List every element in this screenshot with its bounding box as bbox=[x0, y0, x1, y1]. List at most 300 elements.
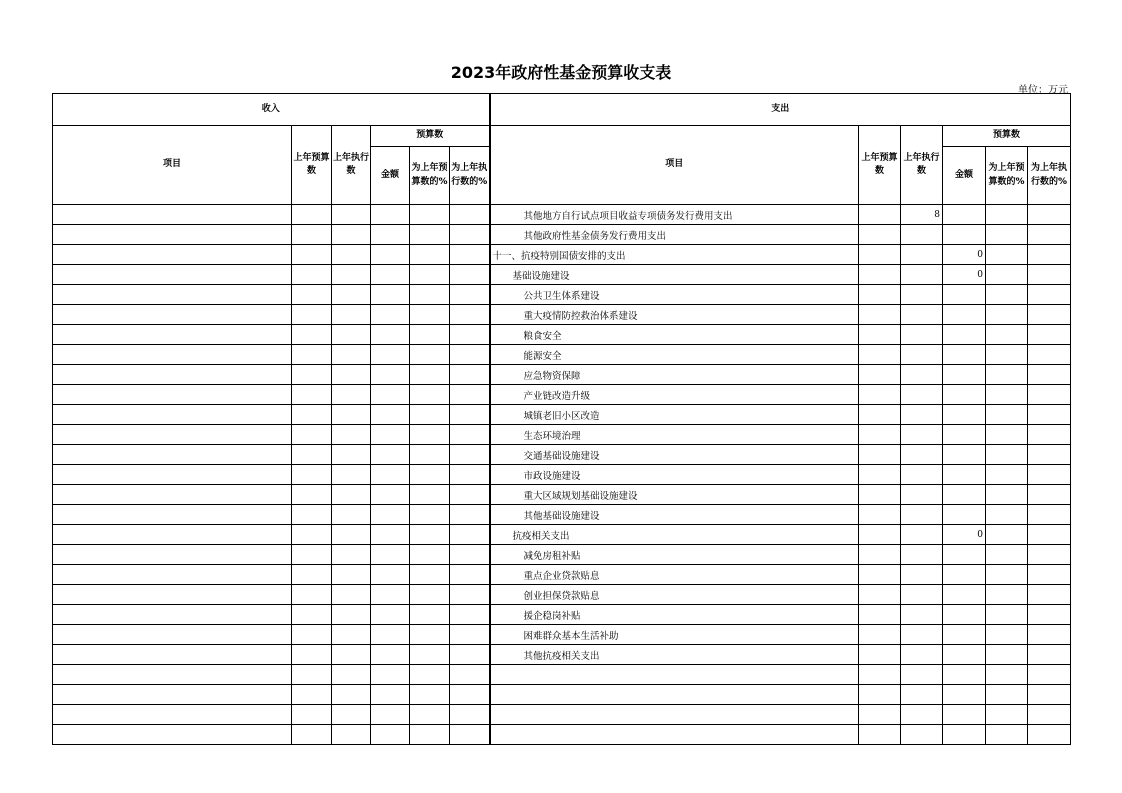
income-empty-cell bbox=[371, 505, 410, 525]
income-empty-cell bbox=[371, 525, 410, 545]
income-empty-cell bbox=[332, 265, 371, 285]
expense-item-cell: 重点企业贷款贴息 bbox=[490, 565, 859, 585]
expense-pct-prev-budget-cell bbox=[986, 605, 1028, 625]
income-empty-cell bbox=[410, 505, 450, 525]
income-empty-cell bbox=[292, 585, 332, 605]
income-empty-cell bbox=[371, 345, 410, 365]
expense-pct-prev-exec-cell bbox=[1028, 385, 1071, 405]
expense-prev-exec-cell bbox=[901, 665, 943, 685]
expense-item-cell: 粮食安全 bbox=[490, 325, 859, 345]
expense-item-cell: 十一、抗疫特别国债安排的支出 bbox=[490, 245, 859, 265]
income-empty-cell bbox=[292, 525, 332, 545]
expense-pct-prev-exec-cell bbox=[1028, 325, 1071, 345]
expense-pct-prev-exec-cell bbox=[1028, 525, 1071, 545]
income-empty-cell bbox=[410, 525, 450, 545]
income-empty-cell bbox=[371, 545, 410, 565]
table-row bbox=[53, 725, 1071, 745]
income-empty-cell bbox=[292, 245, 332, 265]
expense-item-cell: 生态环境治理 bbox=[490, 425, 859, 445]
income-empty-cell bbox=[53, 585, 292, 605]
table-row bbox=[53, 525, 1071, 545]
income-empty-cell bbox=[450, 525, 490, 545]
expense-pct-prev-budget-cell bbox=[986, 485, 1028, 505]
expense-pct-prev-budget-cell bbox=[986, 545, 1028, 565]
expense-pct-prev-budget-cell bbox=[986, 405, 1028, 425]
table-row bbox=[53, 585, 1071, 605]
expense-pct-prev-budget-cell bbox=[986, 645, 1028, 665]
expense-pct-prev-budget-cell bbox=[986, 245, 1028, 265]
expense-prev-budget-cell bbox=[859, 585, 901, 605]
expense-prev-budget-cell bbox=[859, 605, 901, 625]
income-empty-cell bbox=[371, 665, 410, 685]
table-row bbox=[53, 485, 1071, 505]
expense-amount-cell bbox=[943, 445, 986, 465]
expense-item-cell: 城镇老旧小区改造 bbox=[490, 405, 859, 425]
expense-prev-exec-cell bbox=[901, 385, 943, 405]
income-empty-cell bbox=[450, 265, 490, 285]
expense-item-cell: 创业担保贷款贴息 bbox=[490, 585, 859, 605]
expense-pct-prev-exec-cell bbox=[1028, 485, 1071, 505]
income-col-item: 项目 bbox=[53, 126, 292, 205]
expense-amount-cell bbox=[943, 225, 986, 245]
income-empty-cell bbox=[371, 365, 410, 385]
income-empty-cell bbox=[371, 265, 410, 285]
income-empty-cell bbox=[450, 365, 490, 385]
income-col-amount: 金额 bbox=[371, 147, 410, 205]
income-empty-cell bbox=[371, 645, 410, 665]
expense-pct-prev-budget-cell bbox=[986, 345, 1028, 365]
income-empty-cell bbox=[371, 705, 410, 725]
income-empty-cell bbox=[53, 205, 292, 225]
income-empty-cell bbox=[410, 545, 450, 565]
income-empty-cell bbox=[332, 205, 371, 225]
income-empty-cell bbox=[450, 485, 490, 505]
expense-pct-prev-exec-cell bbox=[1028, 225, 1071, 245]
income-empty-cell bbox=[292, 505, 332, 525]
income-empty-cell bbox=[410, 365, 450, 385]
income-empty-cell bbox=[292, 385, 332, 405]
income-empty-cell bbox=[292, 265, 332, 285]
table-row bbox=[53, 705, 1071, 725]
income-empty-cell bbox=[53, 245, 292, 265]
income-empty-cell bbox=[332, 245, 371, 265]
income-empty-cell bbox=[292, 445, 332, 465]
expense-amount-cell bbox=[943, 505, 986, 525]
income-empty-cell bbox=[53, 365, 292, 385]
expense-amount-cell bbox=[943, 705, 986, 725]
income-empty-cell bbox=[53, 285, 292, 305]
income-empty-cell bbox=[332, 465, 371, 485]
expense-prev-exec-cell bbox=[901, 305, 943, 325]
page-title: 2023年政府性基金预算收支表 bbox=[450, 63, 672, 82]
income-empty-cell bbox=[53, 485, 292, 505]
expense-pct-prev-exec-cell bbox=[1028, 685, 1071, 705]
income-empty-cell bbox=[450, 425, 490, 445]
expense-prev-exec-cell bbox=[901, 445, 943, 465]
income-empty-cell bbox=[410, 585, 450, 605]
income-empty-cell bbox=[332, 725, 371, 745]
income-empty-cell bbox=[332, 685, 371, 705]
income-empty-cell bbox=[332, 665, 371, 685]
expense-amount-cell bbox=[943, 685, 986, 705]
income-empty-cell bbox=[53, 345, 292, 365]
income-empty-cell bbox=[53, 605, 292, 625]
income-empty-cell bbox=[450, 345, 490, 365]
income-empty-cell bbox=[332, 605, 371, 625]
income-empty-cell bbox=[410, 285, 450, 305]
income-empty-cell bbox=[332, 345, 371, 365]
expense-amount-cell bbox=[943, 325, 986, 345]
table-row bbox=[53, 665, 1071, 685]
income-empty-cell bbox=[410, 425, 450, 445]
table-row bbox=[53, 625, 1071, 645]
expense-pct-prev-exec-cell bbox=[1028, 405, 1071, 425]
income-empty-cell bbox=[371, 685, 410, 705]
expense-pct-prev-budget-cell bbox=[986, 685, 1028, 705]
expense-item-cell: 重大疫情防控救治体系建设 bbox=[490, 305, 859, 325]
expense-item-cell: 减免房租补贴 bbox=[490, 545, 859, 565]
expense-prev-budget-cell bbox=[859, 425, 901, 445]
expense-prev-exec-cell bbox=[901, 525, 943, 545]
expense-col-item: 项目 bbox=[490, 126, 859, 205]
income-empty-cell bbox=[410, 205, 450, 225]
income-empty-cell bbox=[292, 365, 332, 385]
table-row bbox=[53, 565, 1071, 585]
table-row bbox=[53, 465, 1071, 485]
table-row bbox=[53, 225, 1071, 245]
income-empty-cell bbox=[332, 545, 371, 565]
expense-amount-cell bbox=[943, 465, 986, 485]
expense-pct-prev-budget-cell bbox=[986, 565, 1028, 585]
expense-prev-exec-cell bbox=[901, 225, 943, 245]
expense-pct-prev-exec-cell bbox=[1028, 305, 1071, 325]
expense-pct-prev-budget-cell bbox=[986, 365, 1028, 385]
expense-prev-budget-cell bbox=[859, 225, 901, 245]
income-empty-cell bbox=[292, 405, 332, 425]
expense-prev-budget-cell bbox=[859, 205, 901, 225]
expense-prev-exec-cell: 8 bbox=[901, 205, 943, 225]
expense-pct-prev-budget-cell bbox=[986, 445, 1028, 465]
table-row bbox=[53, 405, 1071, 425]
income-empty-cell bbox=[53, 725, 292, 745]
income-empty-cell bbox=[332, 645, 371, 665]
expense-amount-cell bbox=[943, 665, 986, 685]
income-empty-cell bbox=[371, 585, 410, 605]
income-empty-cell bbox=[371, 485, 410, 505]
income-empty-cell bbox=[332, 365, 371, 385]
income-empty-cell bbox=[332, 305, 371, 325]
expense-pct-prev-budget-cell bbox=[986, 325, 1028, 345]
income-empty-cell bbox=[332, 445, 371, 465]
income-empty-cell bbox=[450, 585, 490, 605]
income-empty-cell bbox=[292, 325, 332, 345]
expense-amount-cell: 0 bbox=[943, 245, 986, 265]
expense-prev-budget-cell bbox=[859, 445, 901, 465]
expense-item-cell: 基础设施建设 bbox=[490, 265, 859, 285]
expense-amount-cell bbox=[943, 425, 986, 445]
income-empty-cell bbox=[332, 525, 371, 545]
expense-pct-prev-exec-cell bbox=[1028, 725, 1071, 745]
expense-prev-budget-cell bbox=[859, 525, 901, 545]
table-row bbox=[53, 345, 1071, 365]
income-empty-cell bbox=[410, 665, 450, 685]
expense-pct-prev-exec-cell bbox=[1028, 545, 1071, 565]
income-empty-cell bbox=[292, 205, 332, 225]
expense-item-cell: 应急物资保障 bbox=[490, 365, 859, 385]
income-col-budget-group: 预算数 bbox=[371, 126, 490, 147]
income-empty-cell bbox=[450, 725, 490, 745]
income-empty-cell bbox=[53, 625, 292, 645]
income-empty-cell bbox=[371, 245, 410, 265]
income-empty-cell bbox=[371, 325, 410, 345]
income-empty-cell bbox=[292, 565, 332, 585]
income-empty-cell bbox=[53, 545, 292, 565]
income-empty-cell bbox=[410, 645, 450, 665]
expense-prev-exec-cell bbox=[901, 625, 943, 645]
expense-prev-exec-cell bbox=[901, 645, 943, 665]
expense-pct-prev-budget-cell bbox=[986, 705, 1028, 725]
table-row bbox=[53, 645, 1071, 665]
expense-col-budget-group: 预算数 bbox=[943, 126, 1071, 147]
table-row bbox=[53, 445, 1071, 465]
expense-pct-prev-exec-cell bbox=[1028, 665, 1071, 685]
expense-prev-exec-cell bbox=[901, 365, 943, 385]
expense-amount-cell bbox=[943, 625, 986, 645]
expense-pct-prev-budget-cell bbox=[986, 505, 1028, 525]
expense-pct-prev-exec-cell bbox=[1028, 265, 1071, 285]
expense-item-cell bbox=[490, 685, 859, 705]
expense-amount-cell bbox=[943, 545, 986, 565]
income-empty-cell bbox=[410, 265, 450, 285]
income-section-header: 收入 bbox=[53, 94, 490, 126]
expense-prev-exec-cell bbox=[901, 405, 943, 425]
expense-item-cell: 能源安全 bbox=[490, 345, 859, 365]
income-empty-cell bbox=[450, 545, 490, 565]
table-row bbox=[53, 425, 1071, 445]
expense-prev-budget-cell bbox=[859, 645, 901, 665]
expense-pct-prev-exec-cell bbox=[1028, 365, 1071, 385]
income-empty-cell bbox=[450, 645, 490, 665]
expense-col-prev-budget: 上年预算数 bbox=[859, 126, 901, 205]
expense-pct-prev-budget-cell bbox=[986, 285, 1028, 305]
expense-pct-prev-budget-cell bbox=[986, 585, 1028, 605]
expense-pct-prev-exec-cell bbox=[1028, 585, 1071, 605]
expense-amount-cell bbox=[943, 605, 986, 625]
income-empty-cell bbox=[450, 565, 490, 585]
expense-pct-prev-exec-cell bbox=[1028, 465, 1071, 485]
expense-prev-exec-cell bbox=[901, 285, 943, 305]
expense-item-cell: 产业链改造升级 bbox=[490, 385, 859, 405]
expense-pct-prev-exec-cell bbox=[1028, 245, 1071, 265]
table-row bbox=[53, 365, 1071, 385]
income-empty-cell bbox=[450, 705, 490, 725]
income-empty-cell bbox=[292, 625, 332, 645]
income-empty-cell bbox=[332, 565, 371, 585]
income-empty-cell bbox=[332, 505, 371, 525]
expense-item-cell: 其他基础设施建设 bbox=[490, 505, 859, 525]
income-empty-cell bbox=[410, 345, 450, 365]
income-empty-cell bbox=[371, 605, 410, 625]
expense-amount-cell bbox=[943, 205, 986, 225]
income-empty-cell bbox=[371, 305, 410, 325]
expense-amount-cell bbox=[943, 565, 986, 585]
table-row bbox=[53, 325, 1071, 345]
income-empty-cell bbox=[292, 665, 332, 685]
expense-prev-budget-cell bbox=[859, 265, 901, 285]
income-col-prev-exec: 上年执行数 bbox=[332, 126, 371, 205]
income-empty-cell bbox=[53, 465, 292, 485]
income-empty-cell bbox=[450, 445, 490, 465]
table-row bbox=[53, 205, 1071, 225]
expense-pct-prev-exec-cell bbox=[1028, 705, 1071, 725]
income-empty-cell bbox=[292, 725, 332, 745]
expense-prev-budget-cell bbox=[859, 665, 901, 685]
expense-prev-budget-cell bbox=[859, 325, 901, 345]
income-empty-cell bbox=[332, 485, 371, 505]
expense-amount-cell bbox=[943, 285, 986, 305]
expense-amount-cell: 0 bbox=[943, 525, 986, 545]
income-empty-cell bbox=[332, 405, 371, 425]
expense-prev-budget-cell bbox=[859, 385, 901, 405]
income-empty-cell bbox=[53, 445, 292, 465]
expense-prev-budget-cell bbox=[859, 305, 901, 325]
expense-amount-cell bbox=[943, 725, 986, 745]
expense-item-cell bbox=[490, 665, 859, 685]
income-empty-cell bbox=[292, 685, 332, 705]
expense-pct-prev-exec-cell bbox=[1028, 445, 1071, 465]
unit-label: 单位：万元 bbox=[1018, 85, 1068, 96]
income-empty-cell bbox=[53, 685, 292, 705]
income-empty-cell bbox=[332, 585, 371, 605]
expense-amount-cell bbox=[943, 485, 986, 505]
expense-item-cell: 市政设施建设 bbox=[490, 465, 859, 485]
income-empty-cell bbox=[292, 345, 332, 365]
expense-prev-budget-cell bbox=[859, 365, 901, 385]
expense-pct-prev-exec-cell bbox=[1028, 205, 1071, 225]
income-empty-cell bbox=[53, 525, 292, 545]
income-empty-cell bbox=[410, 225, 450, 245]
expense-pct-prev-budget-cell bbox=[986, 265, 1028, 285]
income-empty-cell bbox=[292, 545, 332, 565]
expense-prev-budget-cell bbox=[859, 565, 901, 585]
expense-pct-prev-exec-cell bbox=[1028, 605, 1071, 625]
table-row bbox=[53, 605, 1071, 625]
expense-prev-budget-cell bbox=[859, 505, 901, 525]
expense-prev-exec-cell bbox=[901, 585, 943, 605]
expense-prev-exec-cell bbox=[901, 465, 943, 485]
expense-section-header: 支出 bbox=[490, 94, 1071, 126]
expense-prev-budget-cell bbox=[859, 685, 901, 705]
expense-col-prev-exec: 上年执行数 bbox=[901, 126, 943, 205]
income-empty-cell bbox=[53, 425, 292, 445]
income-empty-cell bbox=[450, 405, 490, 425]
income-empty-cell bbox=[53, 405, 292, 425]
income-empty-cell bbox=[450, 605, 490, 625]
income-empty-cell bbox=[371, 385, 410, 405]
expense-item-cell: 援企稳岗补贴 bbox=[490, 605, 859, 625]
income-empty-cell bbox=[450, 665, 490, 685]
income-empty-cell bbox=[292, 645, 332, 665]
expense-pct-prev-exec-cell bbox=[1028, 345, 1071, 365]
income-empty-cell bbox=[410, 325, 450, 345]
income-empty-cell bbox=[292, 485, 332, 505]
income-empty-cell bbox=[450, 505, 490, 525]
expense-prev-exec-cell bbox=[901, 505, 943, 525]
expense-prev-exec-cell bbox=[901, 485, 943, 505]
expense-amount-cell bbox=[943, 345, 986, 365]
income-empty-cell bbox=[53, 665, 292, 685]
income-empty-cell bbox=[450, 225, 490, 245]
expense-col-pct-prev-exec: 为上年执行数的% bbox=[1028, 147, 1071, 205]
expense-prev-budget-cell bbox=[859, 545, 901, 565]
income-empty-cell bbox=[292, 305, 332, 325]
income-empty-cell bbox=[410, 465, 450, 485]
expense-pct-prev-exec-cell bbox=[1028, 505, 1071, 525]
expense-pct-prev-budget-cell bbox=[986, 665, 1028, 685]
expense-prev-exec-cell bbox=[901, 605, 943, 625]
income-empty-cell bbox=[371, 725, 410, 745]
expense-prev-budget-cell bbox=[859, 345, 901, 365]
expense-pct-prev-exec-cell bbox=[1028, 645, 1071, 665]
expense-prev-exec-cell bbox=[901, 545, 943, 565]
income-empty-cell bbox=[332, 625, 371, 645]
income-empty-cell bbox=[450, 285, 490, 305]
income-empty-cell bbox=[292, 225, 332, 245]
income-empty-cell bbox=[292, 285, 332, 305]
income-empty-cell bbox=[53, 385, 292, 405]
expense-pct-prev-budget-cell bbox=[986, 425, 1028, 445]
income-empty-cell bbox=[410, 445, 450, 465]
income-empty-cell bbox=[53, 265, 292, 285]
expense-amount-cell bbox=[943, 385, 986, 405]
income-empty-cell bbox=[450, 205, 490, 225]
expense-amount-cell: 0 bbox=[943, 265, 986, 285]
expense-pct-prev-budget-cell bbox=[986, 525, 1028, 545]
expense-prev-exec-cell bbox=[901, 345, 943, 365]
income-empty-cell bbox=[292, 465, 332, 485]
income-empty-cell bbox=[450, 685, 490, 705]
table-row bbox=[53, 305, 1071, 325]
expense-amount-cell bbox=[943, 645, 986, 665]
expense-item-cell: 其他政府性基金债务发行费用支出 bbox=[490, 225, 859, 245]
expense-pct-prev-budget-cell bbox=[986, 205, 1028, 225]
table-row bbox=[53, 385, 1071, 405]
income-empty-cell bbox=[332, 325, 371, 345]
income-empty-cell bbox=[410, 605, 450, 625]
expense-amount-cell bbox=[943, 405, 986, 425]
income-empty-cell bbox=[410, 485, 450, 505]
expense-pct-prev-exec-cell bbox=[1028, 625, 1071, 645]
expense-prev-exec-cell bbox=[901, 325, 943, 345]
income-empty-cell bbox=[332, 385, 371, 405]
income-empty-cell bbox=[53, 225, 292, 245]
expense-prev-exec-cell bbox=[901, 265, 943, 285]
expense-prev-budget-cell bbox=[859, 725, 901, 745]
expense-item-cell: 交通基础设施建设 bbox=[490, 445, 859, 465]
income-col-pct-prev-budget: 为上年预算数的% bbox=[410, 147, 450, 205]
expense-prev-exec-cell bbox=[901, 725, 943, 745]
income-empty-cell bbox=[371, 625, 410, 645]
expense-pct-prev-budget-cell bbox=[986, 385, 1028, 405]
income-empty-cell bbox=[53, 305, 292, 325]
income-empty-cell bbox=[371, 425, 410, 445]
expense-pct-prev-exec-cell bbox=[1028, 565, 1071, 585]
expense-col-amount: 金额 bbox=[943, 147, 986, 205]
income-empty-cell bbox=[410, 565, 450, 585]
income-empty-cell bbox=[371, 285, 410, 305]
income-empty-cell bbox=[450, 625, 490, 645]
expense-prev-exec-cell bbox=[901, 425, 943, 445]
